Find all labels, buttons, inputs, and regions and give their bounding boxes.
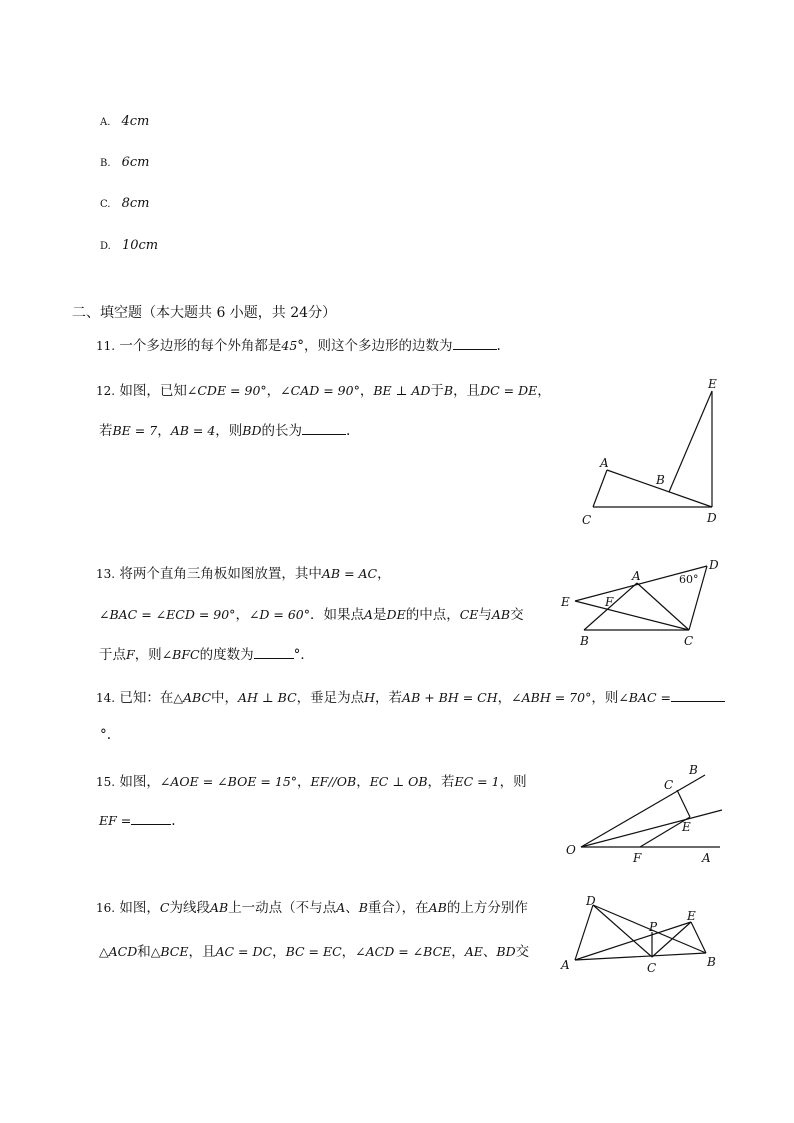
q13-l2-math-10: AB xyxy=(491,607,511,622)
question-16-line-2 xyxy=(99,940,529,960)
q13-l2-math-2: ∠D = 60° xyxy=(248,607,311,622)
segment-ca xyxy=(593,470,607,507)
q15-math: EF = xyxy=(99,813,132,828)
q16-l2-text-1: 和 xyxy=(137,944,151,960)
question-15-line-2 xyxy=(99,813,176,829)
q12-l2-text-4: ，则 xyxy=(215,423,243,439)
q12-line-2-content xyxy=(99,423,302,439)
q13-line-3-content xyxy=(99,647,254,663)
label-b: B xyxy=(689,763,698,777)
q13-end: °． xyxy=(293,647,314,663)
label-c: C xyxy=(664,778,674,792)
label-e: E xyxy=(708,377,717,391)
q16-l1-math-1: C xyxy=(159,900,170,915)
q13-figure xyxy=(555,555,730,655)
segment-eb xyxy=(691,922,706,953)
q16-l2-text-11: 、 xyxy=(482,944,497,960)
q16-l2-text-5: ， xyxy=(272,944,286,960)
q15-l1-math-1: ∠AOE = ∠BOE = 15° xyxy=(159,774,298,789)
q12-l2-math-1: BE = 7 xyxy=(112,423,158,438)
q15-l1-text-6: ，若 xyxy=(427,774,455,790)
q13-l2-text-7: 的中点， xyxy=(405,607,460,623)
label-d: D xyxy=(586,894,596,908)
q15-l1-text-4: ， xyxy=(356,774,370,790)
q12-l2-math-5: BD xyxy=(242,423,262,438)
label-c: C xyxy=(582,513,592,527)
q13-l2-text-1: ， xyxy=(235,607,249,623)
q16-line-1-content xyxy=(119,900,527,916)
angle-label: 60° xyxy=(679,573,699,586)
question-15-line-1 xyxy=(96,770,527,790)
question-11 xyxy=(96,334,501,354)
question-16-line-1 xyxy=(96,896,528,916)
q15-l1-math-7: EC = 1 xyxy=(454,774,500,789)
q13-l2-text-11: 交 xyxy=(510,607,524,623)
question-12-line-2 xyxy=(99,419,350,439)
label-a: A xyxy=(561,958,570,972)
q13-l3-math-1: F xyxy=(126,647,135,662)
q16-l2-math-2: △BCE xyxy=(150,944,189,959)
q16-l2-text-13: 交 xyxy=(515,944,530,960)
label-c: C xyxy=(647,961,657,975)
q12-l1-text-0: 如图，已知 xyxy=(119,383,187,399)
q16-l1-text-0: 如图， xyxy=(119,900,160,916)
option-value: 4cm xyxy=(121,114,150,129)
segment-ec xyxy=(575,601,689,630)
section-title: 二、填空题（本大题共 6 小题，共 24分） xyxy=(72,305,337,321)
question-number: 13. xyxy=(96,567,116,581)
q16-l1-text-4: 上一动点（不与点 xyxy=(228,900,337,916)
q16-l1-math-3: AB xyxy=(209,900,229,915)
option-a xyxy=(100,110,149,129)
question-13-line-2 xyxy=(99,603,524,623)
option-value: 6cm xyxy=(121,155,150,170)
q14-tail: °. xyxy=(100,727,112,743)
q15-l1-text-8: ，则 xyxy=(499,774,527,790)
q11-math: 45 xyxy=(281,338,298,353)
q12-l1-text-10: ， xyxy=(537,383,551,399)
q16-l2-math-0: △ACD xyxy=(99,944,138,959)
q13-l2-math-8: CE xyxy=(459,607,479,622)
q16-l2-math-6: BC = EC xyxy=(285,944,342,959)
option-c xyxy=(100,192,149,211)
question-number: 12. xyxy=(96,384,116,398)
q14-l1-text-4: ，垂足为点 xyxy=(296,690,365,706)
q14-l1-text-0: 已知：在 xyxy=(119,690,174,706)
question-number: 16. xyxy=(96,901,116,915)
q13-l2-text-3: ．如果点 xyxy=(310,607,365,623)
q14-l1-text-6: ，若 xyxy=(375,690,403,706)
label-e: E xyxy=(561,595,570,609)
q16-l2-text-7: ， xyxy=(341,944,356,960)
q14-l1-math-11: ∠BAC = xyxy=(618,690,672,705)
q16-l1-text-2: 为线段 xyxy=(169,900,210,916)
q14-l1-text-10: ，则 xyxy=(591,690,619,706)
q13-l1-text-2: ， xyxy=(377,566,391,582)
question-14-line-2 xyxy=(100,727,111,743)
option-letter: C. xyxy=(100,199,111,210)
q13-l3-text-4: 的度数为 xyxy=(199,647,254,663)
q13-l3-text-2: ，则 xyxy=(134,647,162,663)
q13-l2-text-9: 与 xyxy=(478,607,492,623)
q12-l1-math-9: DC = DE xyxy=(480,383,538,398)
answer-blank xyxy=(671,701,725,702)
q11-text-2: °，则这个多边形的边数为 xyxy=(297,338,453,354)
q12-l2-text-2: ， xyxy=(157,423,171,439)
option-b xyxy=(100,151,150,170)
question-13-line-3 xyxy=(99,643,314,663)
label-b: B xyxy=(707,955,716,969)
question-number: 15. xyxy=(96,775,116,789)
question-13-line-1 xyxy=(96,562,391,582)
option-value: 10cm xyxy=(121,238,159,253)
option-value: 8cm xyxy=(121,196,150,211)
q13-l1-text-0: 将两个直角三角板如图放置，其中 xyxy=(119,566,322,582)
question-number: 14. xyxy=(96,691,116,705)
q12-l1-math-3: ∠CAD = 90° xyxy=(280,383,360,398)
q12-l2-text-0: 若 xyxy=(99,423,113,439)
q12-l1-math-5: BE ⊥ AD xyxy=(373,383,431,398)
q12-end: . xyxy=(346,423,351,439)
q12-l1-text-4: ， xyxy=(359,383,374,399)
q14-l1-text-2: 中， xyxy=(211,690,239,706)
label-d: D xyxy=(709,558,719,572)
q13-l3-math-3: ∠BFC xyxy=(161,647,200,662)
q15-l1-text-2: ， xyxy=(297,774,311,790)
label-b: B xyxy=(580,634,589,648)
q16-l1-math-9: AB xyxy=(428,900,447,915)
segment-ce xyxy=(652,922,691,957)
option-letter: A. xyxy=(100,117,111,128)
q14-l1-math-5: H xyxy=(364,690,376,705)
ray-ob xyxy=(581,775,705,847)
ray-oe xyxy=(581,810,722,847)
q16-l2-text-9: ， xyxy=(451,944,465,960)
q15-figure xyxy=(560,760,730,870)
q15-end: . xyxy=(171,813,176,829)
q16-l1-text-10: 的上方分别作 xyxy=(446,900,528,916)
label-e: E xyxy=(682,820,691,834)
label-o: O xyxy=(566,843,576,857)
q15-line-1-content xyxy=(119,774,526,790)
label-f: F xyxy=(633,851,642,865)
q16-l1-text-8: 重合），在 xyxy=(367,900,429,916)
segment-ec xyxy=(677,790,690,817)
q15-l1-text-0: 如图， xyxy=(119,774,160,790)
q16-l2-text-3: ，且 xyxy=(188,944,216,960)
label-b: B xyxy=(656,473,665,487)
q14-l1-math-1: △ABC xyxy=(173,690,212,705)
label-e: E xyxy=(687,909,696,923)
q16-l1-text-6: 、 xyxy=(345,900,359,916)
q14-l1-text-8: ， xyxy=(497,690,512,706)
q14-line-1-content xyxy=(119,690,671,706)
q13-l2-math-6: DE xyxy=(386,607,406,622)
q16-l2-math-8: ∠ACD = ∠BCE xyxy=(355,944,452,959)
q12-figure xyxy=(572,372,732,532)
q16-line-2-content xyxy=(99,944,529,960)
q12-l1-math-7: B xyxy=(443,383,454,398)
q12-l2-math-3: AB = 4 xyxy=(170,423,216,438)
q13-l2-text-5: 是 xyxy=(373,607,387,623)
q13-l2-math-0: ∠BAC = ∠ECD = 90° xyxy=(99,607,236,622)
question-number: 11. xyxy=(96,339,116,353)
q11-text-1: 一个多边形的每个外角都是 xyxy=(119,338,282,354)
question-12-line-1 xyxy=(96,379,551,399)
q14-l1-math-9: ∠ABH = 70° xyxy=(511,690,592,705)
q11-end: . xyxy=(496,338,501,354)
q16-l2-math-10: AE xyxy=(464,944,483,959)
q16-l1-math-5: A xyxy=(336,900,346,915)
option-letter: B. xyxy=(100,158,111,169)
q14-l1-math-3: AH ⊥ BC xyxy=(238,690,297,705)
label-f: F xyxy=(605,595,614,609)
answer-blank xyxy=(453,349,497,350)
label-c: C xyxy=(684,634,694,648)
option-d xyxy=(100,234,158,253)
q12-l1-math-1: ∠CDE = 90° xyxy=(186,383,267,398)
q15-l1-math-5: EC ⊥ OB xyxy=(369,774,428,789)
q12-l1-text-6: 于 xyxy=(430,383,444,399)
q16-l2-math-4: AC = DC xyxy=(215,944,273,959)
segment-ad xyxy=(575,905,593,960)
q15-l1-math-3: EF//OB xyxy=(310,774,357,789)
q13-line-2-content xyxy=(99,607,524,623)
label-d: D xyxy=(707,511,717,525)
segment-be xyxy=(669,391,712,492)
q13-l1-math-1: AB = AC xyxy=(321,566,378,581)
answer-blank xyxy=(254,658,294,659)
answer-blank xyxy=(302,434,346,435)
option-letter: D. xyxy=(100,241,111,252)
q12-l2-text-6: 的长为 xyxy=(261,423,302,439)
q13-l2-math-4: A xyxy=(364,607,374,622)
q13-line-1-content xyxy=(119,566,390,582)
label-p: P xyxy=(649,920,658,934)
q16-figure xyxy=(556,890,726,980)
question-14-line-1 xyxy=(96,686,725,706)
answer-blank xyxy=(131,824,171,825)
q12-l1-text-8: ，且 xyxy=(453,383,481,399)
label-a: A xyxy=(600,456,609,470)
label-a: A xyxy=(702,851,711,865)
q13-l3-text-0: 于点 xyxy=(99,647,126,663)
q14-l1-math-7: AB + BH = CH xyxy=(402,690,498,705)
q16-l2-math-12: BD xyxy=(496,944,516,959)
q16-l1-math-7: B xyxy=(358,900,368,915)
segment-dc xyxy=(593,905,652,957)
q12-l1-text-2: ， xyxy=(266,383,281,399)
label-a: A xyxy=(632,569,641,583)
q12-line-1-content xyxy=(119,383,550,399)
